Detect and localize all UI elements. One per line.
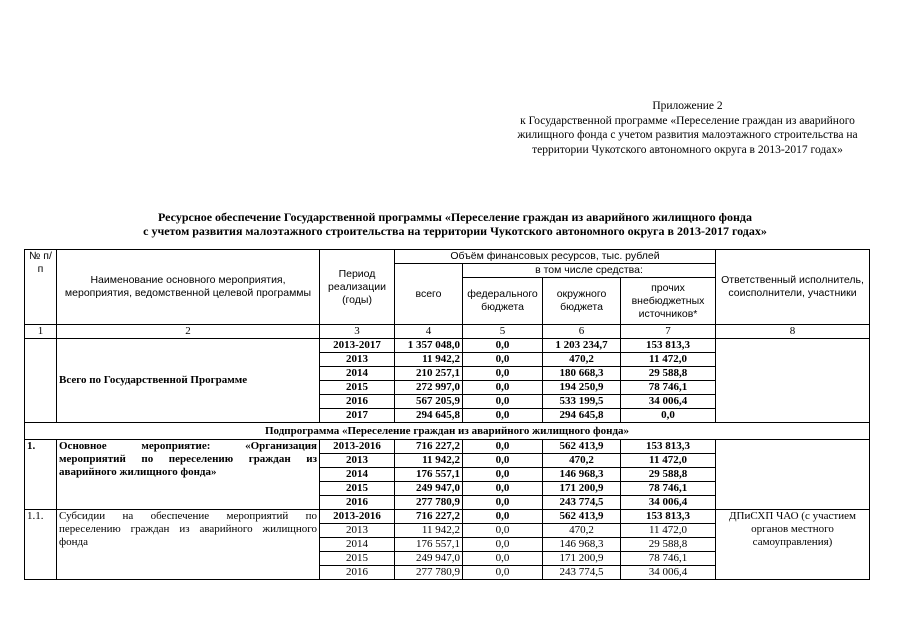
cell-total: 294 645,8: [395, 409, 463, 423]
cell-total: 277 780,9: [395, 566, 463, 580]
cell-total: 1 357 048,0: [395, 339, 463, 353]
cell-other: 11 472,0: [621, 524, 716, 538]
cell-federal: 0,0: [463, 552, 543, 566]
cell-district: 171 200,9: [543, 552, 621, 566]
cell-federal: 0,0: [463, 353, 543, 367]
table-row: [25, 440, 870, 454]
cell-district: 146 968,3: [543, 468, 621, 482]
title-line-2: с учетом развития малоэтажного строительства на территории Чукотского автономного округа в 2013-2017 годах»: [143, 224, 767, 238]
cell-district: 562 413,9: [543, 440, 621, 454]
cell-total: 11 942,2: [395, 454, 463, 468]
block1-responsible-cell: [716, 440, 870, 510]
cell-other: 34 006,4: [621, 566, 716, 580]
cell-federal: 0,0: [463, 409, 543, 423]
cell-district: 1 203 234,7: [543, 339, 621, 353]
header-including: в том числе средства:: [463, 264, 716, 278]
cell-year: 2016: [320, 496, 395, 510]
cell-year: 2013-2016: [320, 510, 395, 524]
cell-federal: 0,0: [463, 524, 543, 538]
cell-other: 78 746,1: [621, 381, 716, 395]
cell-district: 470,2: [543, 524, 621, 538]
appendix-label: Приложение 2: [652, 100, 723, 112]
cell-federal: 0,0: [463, 482, 543, 496]
header-district: окружного бюджета: [543, 278, 621, 325]
cell-other: 29 588,8: [621, 367, 716, 381]
col-number: 3: [320, 325, 395, 339]
header-num: № п/п: [25, 250, 57, 325]
responsible-executor: ДПиСХП ЧАО (с участием органов местного самоуправления): [716, 510, 870, 580]
cell-federal: 0,0: [463, 510, 543, 524]
header-other: прочих внебюджетных источников*: [621, 278, 716, 325]
activity-name: Субсидии на обеспечение мероприятий по переселению граждан из аварийного жилищного фонда: [57, 510, 320, 580]
cell-year: 2013-2016: [320, 440, 395, 454]
resource-table: [24, 249, 870, 580]
column-number-row: [25, 325, 870, 339]
cell-year: 2013: [320, 524, 395, 538]
cell-federal: 0,0: [463, 367, 543, 381]
header-total: всего: [395, 264, 463, 325]
cell-other: 34 006,4: [621, 395, 716, 409]
col-number: 8: [716, 325, 870, 339]
col-number: 2: [57, 325, 320, 339]
cell-total: 716 227,2: [395, 440, 463, 454]
cell-district: 243 774,5: [543, 496, 621, 510]
cell-year: 2015: [320, 482, 395, 496]
header-volume: Объём финансовых ресурсов, тыс. рублей: [395, 250, 716, 264]
cell-year: 2016: [320, 395, 395, 409]
cell-district: 194 250,9: [543, 381, 621, 395]
cell-year: 2013: [320, 454, 395, 468]
cell-federal: 0,0: [463, 454, 543, 468]
cell-year: 2014: [320, 367, 395, 381]
cell-other: 0,0: [621, 409, 716, 423]
cell-other: 11 472,0: [621, 454, 716, 468]
cell-district: 180 668,3: [543, 367, 621, 381]
cell-total: 716 227,2: [395, 510, 463, 524]
document-title: [60, 210, 850, 238]
row-num: 1.: [25, 440, 57, 510]
cell-total: 11 942,2: [395, 353, 463, 367]
cell-total: 272 997,0: [395, 381, 463, 395]
cell-district: 562 413,9: [543, 510, 621, 524]
cell-year: 2014: [320, 468, 395, 482]
cell-other: 78 746,1: [621, 482, 716, 496]
cell-district: 533 199,5: [543, 395, 621, 409]
col-number: 4: [395, 325, 463, 339]
cell-district: 243 774,5: [543, 566, 621, 580]
cell-district: 294 645,8: [543, 409, 621, 423]
cell-other: 153 813,3: [621, 440, 716, 454]
row-num: 1.1.: [25, 510, 57, 580]
col-number: 5: [463, 325, 543, 339]
header-name: Наименование основного мероприятия, мероприятия, ведомственной целевой программы: [57, 250, 320, 325]
cell-year: 2013-2017: [320, 339, 395, 353]
title-line-1: Ресурсное обеспечение Государственной программы «Переселение граждан из аварийного жилищного фонда: [158, 210, 752, 224]
total-name: Всего по Государственной Программе: [57, 339, 320, 423]
header-federal: федерального бюджета: [463, 278, 543, 325]
appendix-header: [500, 99, 875, 157]
col-number: 7: [621, 325, 716, 339]
cell-federal: 0,0: [463, 468, 543, 482]
cell-other: 29 588,8: [621, 538, 716, 552]
cell-total: 567 205,9: [395, 395, 463, 409]
cell-other: 153 813,3: [621, 510, 716, 524]
cell-federal: 0,0: [463, 496, 543, 510]
cell-total: 11 942,2: [395, 524, 463, 538]
cell-year: 2015: [320, 552, 395, 566]
cell-total: 277 780,9: [395, 496, 463, 510]
total-num-cell: [25, 339, 57, 423]
cell-district: 171 200,9: [543, 482, 621, 496]
appendix-text: к Государственной программе «Переселение граждан из аварийного жилищного фонда с учетом развития малоэтажного строительства на территории Чукотского автономного округа в 2013-2017 годах»: [517, 114, 858, 156]
cell-other: 78 746,1: [621, 552, 716, 566]
cell-federal: 0,0: [463, 566, 543, 580]
col-number: 6: [543, 325, 621, 339]
cell-other: 34 006,4: [621, 496, 716, 510]
cell-district: 470,2: [543, 353, 621, 367]
col-number: 1: [25, 325, 57, 339]
total-responsible-cell: [716, 339, 870, 423]
cell-other: 11 472,0: [621, 353, 716, 367]
cell-federal: 0,0: [463, 339, 543, 353]
cell-total: 176 557,1: [395, 468, 463, 482]
cell-district: 470,2: [543, 454, 621, 468]
cell-total: 176 557,1: [395, 538, 463, 552]
cell-other: 153 813,3: [621, 339, 716, 353]
subprogram-title: Подпрограмма «Переселение граждан из аварийного жилищного фонда»: [25, 423, 870, 440]
cell-district: 146 968,3: [543, 538, 621, 552]
cell-other: 29 588,8: [621, 468, 716, 482]
cell-federal: 0,0: [463, 440, 543, 454]
table-row: [25, 339, 870, 353]
cell-federal: 0,0: [463, 538, 543, 552]
cell-year: 2017: [320, 409, 395, 423]
cell-year: 2015: [320, 381, 395, 395]
activity-name: Основное мероприятие: «Организация мероприятий по переселению граждан из аварийного жилищного фонда»: [57, 440, 320, 510]
cell-federal: 0,0: [463, 395, 543, 409]
table-row: [25, 510, 870, 524]
cell-year: 2013: [320, 353, 395, 367]
cell-year: 2016: [320, 566, 395, 580]
cell-federal: 0,0: [463, 381, 543, 395]
cell-year: 2014: [320, 538, 395, 552]
subprogram-row: [25, 423, 870, 440]
cell-total: 249 947,0: [395, 482, 463, 496]
cell-total: 210 257,1: [395, 367, 463, 381]
header-responsible: Ответственный исполнитель, соисполнители, участники: [716, 250, 870, 325]
header-period: Период реализации (годы): [320, 250, 395, 325]
cell-total: 249 947,0: [395, 552, 463, 566]
